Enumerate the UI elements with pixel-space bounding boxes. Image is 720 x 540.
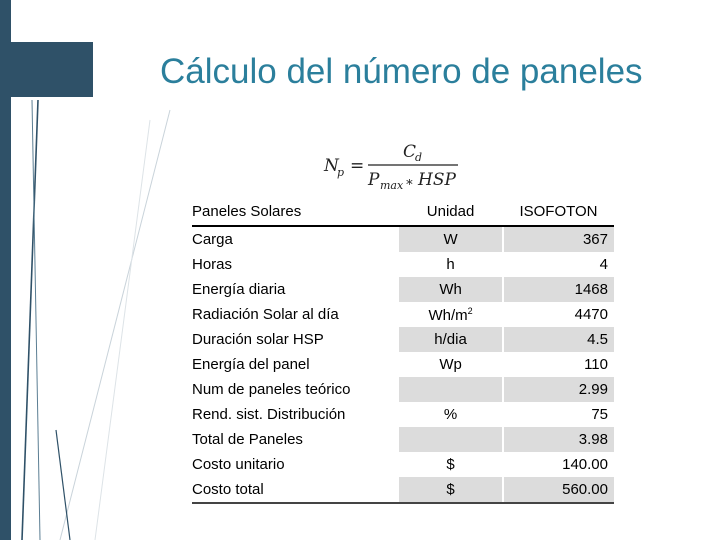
row-label: Energía diaria: [192, 277, 398, 302]
row-label: Duración solar HSP: [192, 327, 398, 352]
table-row: [192, 277, 614, 302]
formula-lhs-sub: p: [337, 166, 345, 179]
header-isofoton: ISOFOTON: [503, 198, 614, 226]
row-unit: [398, 302, 503, 327]
row-unit: h/dia: [398, 327, 503, 352]
row-value: 2.99: [503, 377, 614, 402]
header-paneles: Paneles Solares: [192, 198, 398, 226]
formula-lhs-base: N: [324, 156, 339, 176]
row-label: Rend. sist. Distribución: [192, 406, 346, 423]
row-label: Costo unitario: [192, 456, 285, 473]
panel-count-formula: [318, 138, 468, 194]
row-value: 367: [503, 226, 614, 252]
row-unit: %: [398, 402, 503, 427]
row-label: Carga: [192, 226, 398, 252]
row-label: Costo total: [192, 477, 398, 503]
slide-title: Cálculo del número de paneles: [160, 52, 643, 91]
formula-den-op: ∗: [405, 175, 414, 190]
table-row: [192, 252, 614, 277]
table-row: [192, 377, 614, 402]
table-row: [192, 226, 614, 252]
unit-superscript: 2: [467, 305, 473, 316]
formula-equals: =: [350, 156, 365, 176]
row-value: 140.00: [503, 452, 614, 477]
table-row: [192, 352, 614, 377]
row-unit: [398, 377, 503, 402]
row-value: 75: [503, 402, 614, 427]
row-value: 110: [503, 352, 614, 377]
row-value: 4470: [503, 302, 614, 327]
formula-num-sub: d: [415, 151, 423, 164]
row-unit: [398, 427, 503, 452]
row-value: 3.98: [503, 427, 614, 452]
table-row: [192, 477, 614, 503]
table-row: [192, 327, 614, 352]
row-value: 560.00: [503, 477, 614, 503]
panels-table: [192, 198, 614, 504]
row-value: 4.5: [503, 327, 614, 352]
row-unit: $: [398, 477, 503, 503]
formula-den-sub: max: [380, 179, 404, 192]
row-value: 1468: [503, 277, 614, 302]
formula-den-base: P: [368, 170, 380, 190]
row-value: 4: [503, 252, 614, 277]
row-unit: $: [398, 452, 503, 477]
row-label: Energía del panel: [192, 356, 310, 373]
row-unit: W: [398, 226, 503, 252]
table-row: [192, 302, 614, 327]
row-label: Radiación Solar al día: [192, 306, 339, 323]
table-row: [192, 452, 614, 477]
row-unit: Wh: [398, 277, 503, 302]
formula-den-tail: HSP: [418, 170, 456, 190]
row-unit: Wp: [398, 352, 503, 377]
row-unit: h: [398, 252, 503, 277]
formula-num-base: C: [403, 142, 417, 162]
header-unidad: Unidad: [398, 198, 503, 226]
row-label: Num de paneles teórico: [192, 377, 398, 402]
unit-text: Wh/m: [428, 306, 468, 324]
row-label: Horas: [192, 256, 233, 273]
table-row: [192, 427, 614, 452]
row-label: Total de Paneles: [192, 427, 398, 452]
table-header-row: [192, 198, 614, 226]
table-row: [192, 402, 614, 427]
